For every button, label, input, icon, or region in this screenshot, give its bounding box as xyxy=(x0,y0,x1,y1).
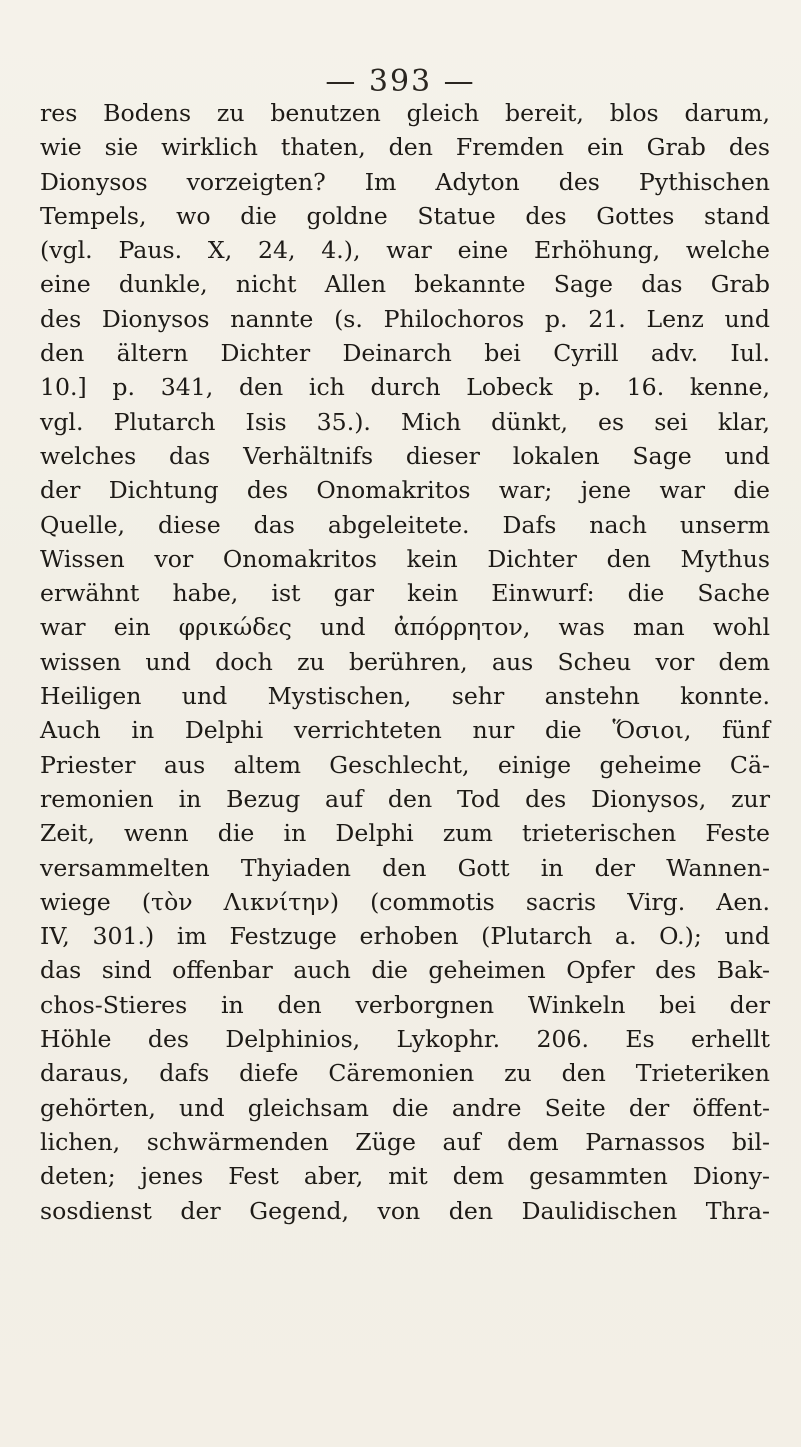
text-line: Quelle, diese das abgeleitete. Dafs nach unserm xyxy=(40,510,770,539)
text-line: das sind offenbar auch die geheimen Opfer des Bak- xyxy=(40,956,770,985)
text-line: Wissen vor Onomakritos kein Dichter den Mythus xyxy=(40,544,770,573)
text-line: vgl. Plutarch Isis 35.). Mich dünkt, es sei klar, xyxy=(40,407,770,436)
text-line: lichen, schwärmenden Züge auf dem Parnassos bil- xyxy=(40,1127,770,1156)
text-line: Höhle des Delphinios, Lykophr. 206. Es erhellt xyxy=(40,1025,770,1054)
text-line: Tempels, wo die goldne Statue des Gottes stand xyxy=(40,201,770,230)
text-line: chos-Stieres in den verborgnen Winkeln bei der xyxy=(40,990,770,1019)
text-line: sosdienst der Gegend, von den Daulidischen Thra- xyxy=(40,1196,770,1225)
text-line: Priester aus altem Geschlecht, einige geheime Cä- xyxy=(40,750,770,779)
text-line: wissen und doch zu berühren, aus Scheu vor dem xyxy=(40,647,770,676)
text-line: daraus, dafs diefe Cäremonien zu den Trieteriken xyxy=(40,1059,770,1088)
text-line: wiege (τὸν Λικνίτην) (commotis sacris Virg. Aen. xyxy=(40,887,770,916)
text-line: des Dionysos nannte (s. Philochoros p. 21. Lenz und xyxy=(40,304,770,333)
text-line: Zeit, wenn die in Delphi zum trieterischen Feste xyxy=(40,819,770,848)
text-line: res Bodens zu benutzen gleich bereit, blos darum, xyxy=(40,99,770,127)
text-line: welches das Verhältnifs dieser lokalen Sage und xyxy=(40,441,770,470)
text-line: war ein φρικώδες und ἀπόρρητον, was man wohl xyxy=(40,613,770,642)
text-line: wie sie wirklich thaten, den Fremden ein Grab des xyxy=(40,133,770,162)
text-line: deten; jenes Fest aber, mit dem gesammten Diony- xyxy=(40,1162,770,1191)
text-line: der Dichtung des Onomakritos war; jene war die xyxy=(40,476,770,505)
text-line: Heiligen und Mystischen, sehr anstehn konnte. xyxy=(40,682,770,711)
body-text xyxy=(40,96,770,1228)
text-line: eine dunkle, nicht Allen bekannte Sage das Grab xyxy=(40,270,770,299)
text-line: Auch in Delphi verrichteten nur die Ὅσιοι, fünf xyxy=(40,716,770,745)
page-number: — 393 — xyxy=(325,64,476,99)
text-line: gehörten, und gleichsam die andre Seite der öffent- xyxy=(40,1093,770,1122)
text-line: IV, 301.) im Festzuge erhoben (Plutarch a. O.); und xyxy=(40,922,770,951)
text-line: den ältern Dichter Deinarch bei Cyrill adv. Iul. xyxy=(40,339,770,368)
text-line: (vgl. Paus. X, 24, 4.), war eine Erhöhung, welche xyxy=(40,236,770,265)
text-line: remonien in Bezug auf den Tod des Dionysos, zur xyxy=(40,784,770,813)
text-line: Dionysos vorzeigten? Im Adyton des Pythischen xyxy=(40,167,770,196)
text-line: versammelten Thyiaden den Gott in der Wannen- xyxy=(40,853,770,882)
text-line: erwähnt habe, ist gar kein Einwurf: die Sache xyxy=(40,579,770,608)
text-line: 10.] p. 341, den ich durch Lobeck p. 16. kenne, xyxy=(40,373,770,402)
